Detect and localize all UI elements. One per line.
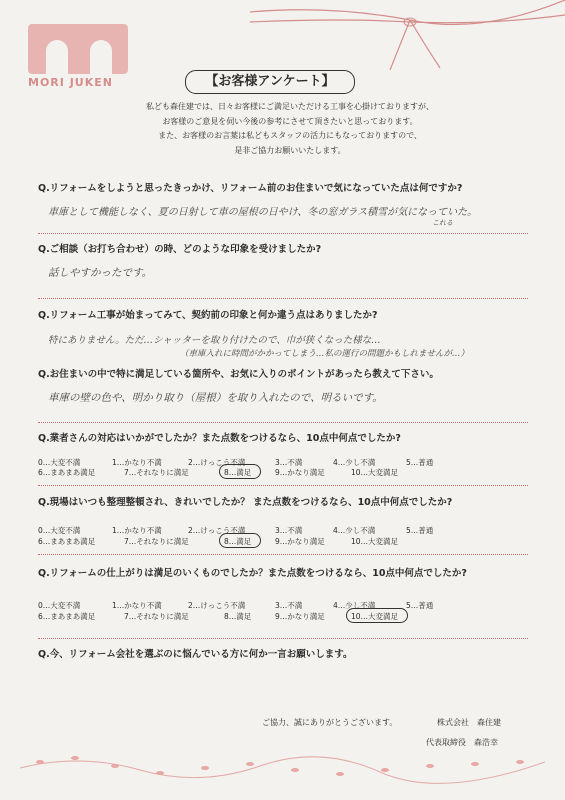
vine-decoration — [20, 748, 545, 788]
answer-2: 話しやすかったです。 — [48, 267, 153, 279]
scale-4: 4…少し不満 — [333, 458, 376, 467]
scale-1: 1…かなり不満 — [112, 458, 162, 467]
scale-7: 7…それなりに満足 — [124, 468, 189, 477]
scale-7: 7…それなりに満足 — [124, 612, 189, 621]
divider — [38, 638, 528, 639]
scale-9: 9…かなり満足 — [275, 468, 325, 477]
scale-8: 8…満足 — [224, 468, 252, 477]
scale-2: 2…けっこう不満 — [188, 526, 246, 535]
divider — [38, 422, 528, 423]
scale-10: 10…大変満足 — [351, 612, 399, 621]
scale-2: 2…けっこう不満 — [188, 458, 246, 467]
question-4: Q.お住まいの中で特に満足している箇所や、お気に入りのポイントがあったら教えて下さい。 — [38, 369, 439, 380]
logo-text: MORI JUKEN — [28, 76, 113, 89]
scale-5: 5…普通 — [406, 526, 434, 535]
answer-3-note: （車庫入れに時間がかかってしまう…私の運行の問題かもしれませんが…） — [180, 349, 470, 359]
intro-text — [100, 100, 480, 158]
answer-4: 車庫の壁の色や、明かり取り（屋根）を取り入れたので、明るいです。 — [48, 392, 383, 404]
divider — [38, 485, 528, 486]
scale-10: 10…大変満足 — [351, 537, 399, 546]
question-8: Q.今、リフォーム会社を選ぶのに悩んでいる方に何か一言お願いします。 — [38, 649, 353, 660]
scale-3: 3…不満 — [275, 458, 303, 467]
representative: 代表取締役 森浩幸 — [426, 738, 498, 747]
scale-5: 5…普通 — [406, 601, 434, 610]
rating-circle-cleanliness — [219, 533, 261, 548]
intro-line: また、お客様のお言葉は私どもスタッフの活力にもなっておりますので、 — [158, 131, 422, 140]
rating-circle-finish — [346, 608, 408, 623]
question-6: Q.現場はいつも整理整頓され、きれいでしたか？ また点数をつけるなら、10点中何点でしたか? — [38, 497, 453, 508]
intro-line: 私ども森住建では、日々お客様にご満足いただける工事を心掛けておりますが、 — [146, 102, 434, 111]
scale-0: 0…大変不満 — [38, 526, 81, 535]
scale-8: 8…満足 — [224, 612, 252, 621]
thanks-text: ご協力、誠にありがとうございます。 — [262, 718, 398, 727]
scale-3: 3…不満 — [275, 601, 303, 610]
scale-4: 4…少し不満 — [333, 601, 376, 610]
scale-0: 0…大変不満 — [38, 458, 81, 467]
divider — [38, 554, 528, 555]
scale-8: 8…満足 — [224, 537, 252, 546]
question-2: Q.ご相談（お打ち合わせ）の時、どのような印象を受けましたか? — [38, 244, 322, 255]
scale-1: 1…かなり不満 — [112, 601, 162, 610]
intro-line: お客様のご意見を伺い今後の参考にさせて頂きたいと思っております。 — [162, 116, 418, 126]
scale-7: 7…それなりに満足 — [124, 537, 189, 546]
divider — [38, 298, 528, 299]
question-3: Q.リフォーム工事が始まってみて、契約前の印象と何か違う点はありましたか? — [38, 310, 378, 321]
answer-1-note: これる — [432, 219, 453, 227]
rating-circle-staff — [219, 464, 261, 479]
logo-mark — [28, 24, 128, 74]
answer-1: 車庫として機能しなく、夏の日射して車の屋根の日やけ、冬の窓ガラス積雪が気になっていた。 — [48, 207, 478, 218]
scale-6: 6…まあまあ満足 — [38, 612, 96, 621]
divider — [38, 233, 528, 234]
question-1: Q.リフォームをしようと思ったきっかけ、リフォーム前のお住まいで気になっていた点は何ですか? — [38, 183, 463, 194]
scale-10: 10…大変満足 — [351, 468, 399, 477]
intro-line: 是非ご協力お願いいたします。 — [234, 145, 346, 155]
scale-9: 9…かなり満足 — [275, 537, 325, 546]
scale-9: 9…かなり満足 — [275, 612, 325, 621]
scale-5: 5…普通 — [406, 458, 434, 467]
question-7: Q.リフォームの仕上がりは満足のいくものでしたか？また点数をつけるなら、10点中何点でしたか? — [38, 568, 467, 579]
scale-2: 2…けっこう不満 — [188, 601, 246, 610]
scale-6: 6…まあまあ満足 — [38, 468, 96, 477]
page-title: 【お客様アンケート】 — [185, 70, 355, 94]
question-5: Q.業者さんの対応はいかがでしたか？また点数をつけるなら、10点中何点でしたか? — [38, 433, 401, 444]
answer-3: 特にありません。ただ…シャッターを取り付けたので、巾が狭くなった様な… — [48, 335, 381, 346]
company-name: 株式会社 森住建 — [437, 718, 501, 727]
ribbon-decoration — [250, 0, 565, 70]
scale-3: 3…不満 — [275, 526, 303, 535]
scale-1: 1…かなり不満 — [112, 526, 162, 535]
scale-4: 4…少し不満 — [333, 526, 376, 535]
company-logo — [28, 24, 128, 94]
scale-6: 6…まあまあ満足 — [38, 537, 96, 546]
scale-0: 0…大変不満 — [38, 601, 81, 610]
